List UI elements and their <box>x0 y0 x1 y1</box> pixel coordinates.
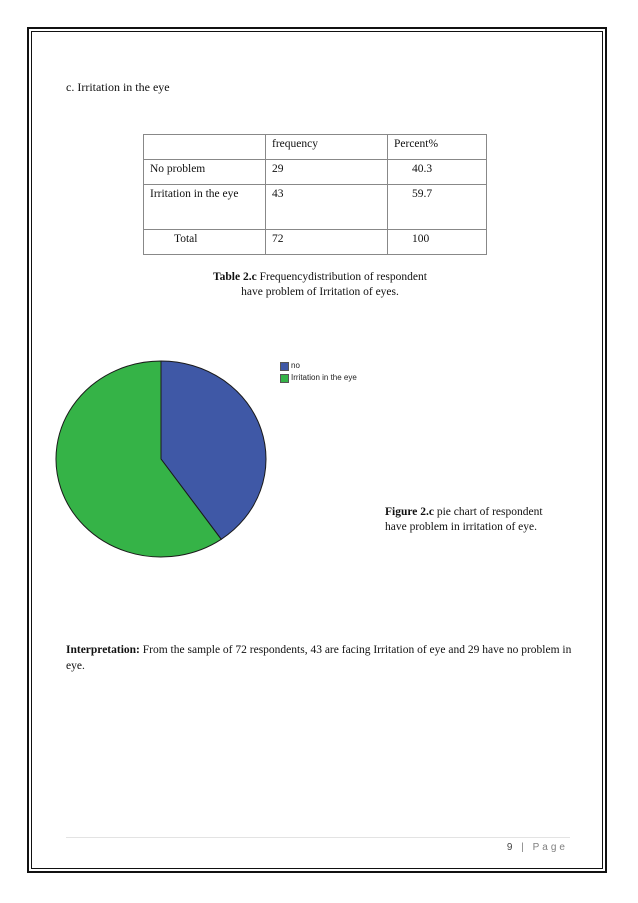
frequency-table <box>143 134 487 255</box>
table-cell-percent: 100 <box>388 230 487 255</box>
table-cell-label: Total <box>144 230 266 255</box>
table-header-row <box>144 135 487 160</box>
page-number: 9 <box>506 842 516 853</box>
table-cell-percent: 59.7 <box>388 185 487 230</box>
legend-entry <box>280 362 361 371</box>
table-cell-label: Irritation in the eye <box>144 185 266 230</box>
legend-swatch <box>280 374 289 383</box>
legend-entry <box>280 374 361 383</box>
table-header-cell <box>144 135 266 160</box>
table-caption-text-2: have problem of Irritation of eyes. <box>241 286 399 298</box>
figure-caption <box>385 505 585 535</box>
table-cell-frequency: 29 <box>266 160 388 185</box>
table-row <box>144 160 487 185</box>
footer-divider <box>66 837 570 838</box>
table-header-cell: frequency <box>266 135 388 160</box>
section-heading: c. Irritation in the eye <box>66 80 170 94</box>
table-caption-label: Table 2.c <box>213 271 257 283</box>
figure-caption-label: Figure 2.c <box>385 506 434 518</box>
table-cell-frequency: 43 <box>266 185 388 230</box>
table-row <box>144 230 487 255</box>
legend-label: no <box>291 361 300 370</box>
figure-caption-text-1: pie chart of respondent <box>433 506 543 518</box>
legend-label: Irritation in the eye <box>291 373 357 382</box>
table-caption <box>150 270 490 300</box>
legend-swatch <box>280 362 289 371</box>
table-cell-label: No problem <box>144 160 266 185</box>
interpretation-label: Interpretation: <box>66 644 140 656</box>
table-cell-frequency: 72 <box>266 230 388 255</box>
page-footer <box>507 842 568 853</box>
table-header-cell: Percent% <box>388 135 487 160</box>
table-row <box>144 185 487 230</box>
page-label: Page <box>532 842 568 853</box>
interpretation-text: From the sample of 72 respondents, 43 are facing Irritation of eye and 29 have no problem in eye. <box>66 644 572 672</box>
pie-chart <box>52 356 272 564</box>
footer-separator: | <box>521 842 527 853</box>
chart-legend <box>280 362 361 386</box>
interpretation-paragraph <box>66 642 586 674</box>
table-caption-text-1: Frequencydistribution of respondent <box>256 271 427 283</box>
table-cell-percent: 40.3 <box>388 160 487 185</box>
figure-caption-text-2: have problem in irritation of eye. <box>385 521 538 533</box>
